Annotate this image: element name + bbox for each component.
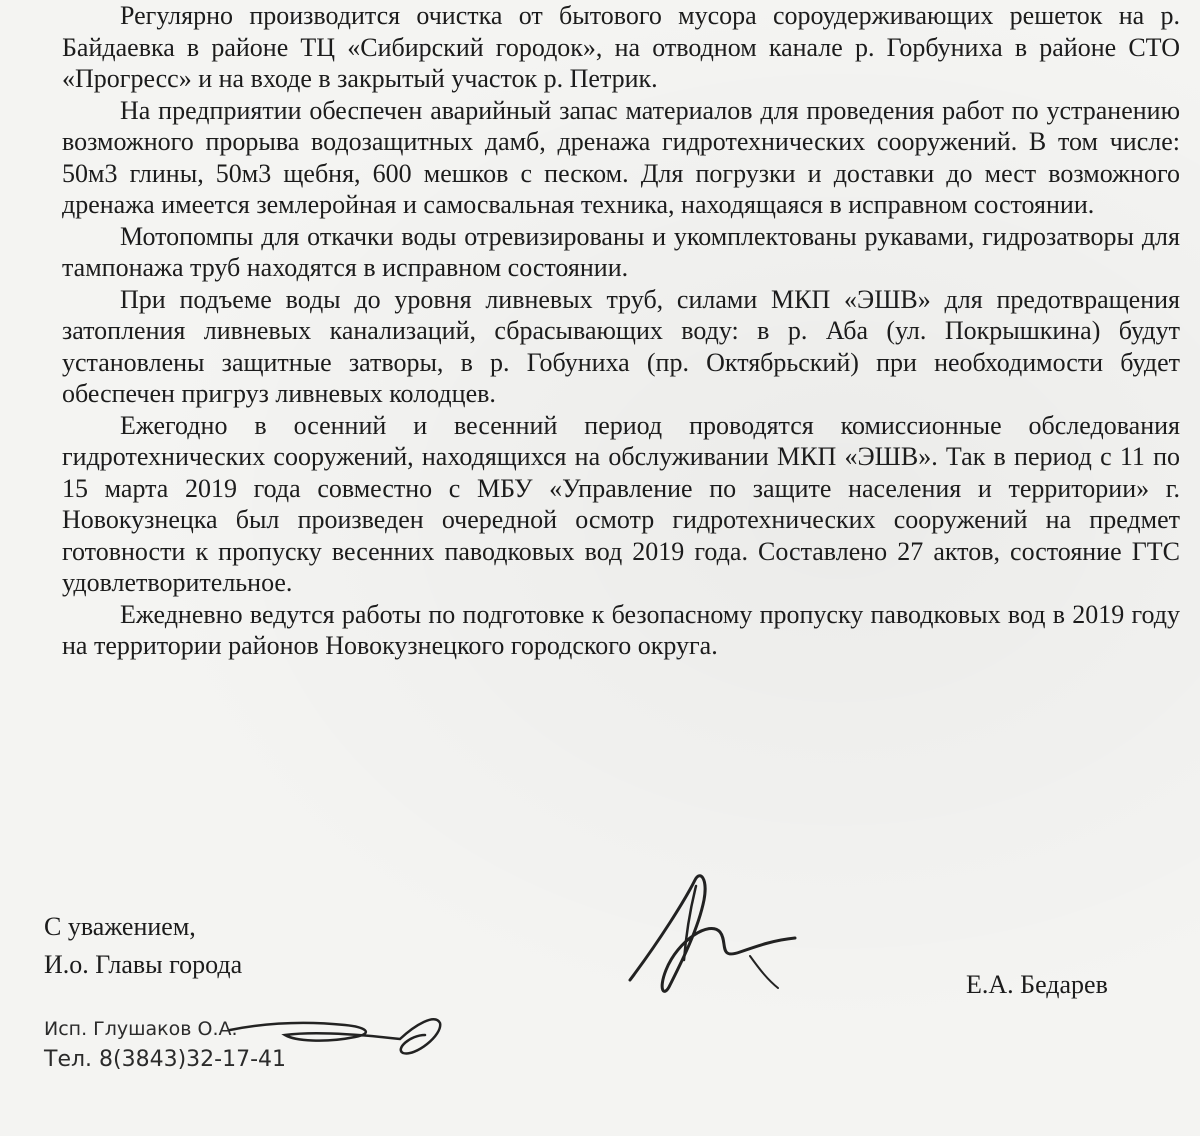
letter-body (62, 0, 1180, 662)
paragraph-motor-pumps: Мотопомпы для откачки воды отревизированы и укомплектованы рукавами, гидрозатворы для тампонажа труб находятся в исправном состоянии. (62, 221, 1180, 282)
signer-position: И.о. Главы города (44, 950, 243, 979)
paragraph-cleaning: Регулярно производится очистка от бытового мусора сороудерживающих решеток на р. Байдаевка в районе ТЦ «Сибирский городок», на отводном канале р. Горбуниха в районе СТО «Прогресс» и на входе в закрытый участок р. Петрик. (62, 1, 1180, 93)
executor-line: Исп. Глушаков О.А. (44, 1018, 238, 1040)
paragraph-daily-works: Ежедневно ведутся работы по подготовке к безопасному пропуску паводковых вод в 2019 году на территории районов Новокузнецкого городского округа. (62, 599, 1180, 660)
phone-line: Тел. 8(3843)32-17-41 (44, 1047, 287, 1072)
closing-block (44, 908, 242, 984)
signer-name: Е.А. Бедарев (966, 970, 1108, 999)
paragraph-inspections: Ежегодно в осенний и весенний период проводятся комиссионные обследования гидротехнических сооружений, находящихся на обслуживании МКП «ЭШВ». Так в период с 11 по 15 марта 2019 года совместно с МБУ «Управление по защите населения и территории» г. Новокузнецка был произведен очередной осмотр гидротехнических сооружений на предмет готовности к пропуску весенних паводковых вод 2019 года. Составлено 27 актов, состояние ГТС удовлетворительное. (62, 410, 1180, 597)
handwritten-signature-icon (600, 860, 810, 1010)
regards-line: С уважением, (44, 912, 196, 941)
paragraph-water-rise: При подъеме воды до уровня ливневых труб, силами МКП «ЭШВ» для предотвращения затопления ливневых канализаций, сбрасывающих воду: в р. Аба (ул. Покрышкина) будут установлены защитные затворы, в р. Гобуниха (пр. Октябрьский) при необходимости будет обеспечен пригруз ливневых колодцев. (62, 284, 1180, 408)
paragraph-emergency-stock: На предприятии обеспечен аварийный запас материалов для проведения работ по устранению возможного прорыва водозащитных дамб, дренажа гидротехнических сооружений. В том числе: 50м3 глины, 50м3 щебня, 600 мешков с песком. Для погрузки и доставки до мест возможного дренажа имеется землеройная и самосвальная техника, находящаяся в исправном состоянии. (62, 95, 1180, 219)
footer-block (44, 1016, 286, 1078)
